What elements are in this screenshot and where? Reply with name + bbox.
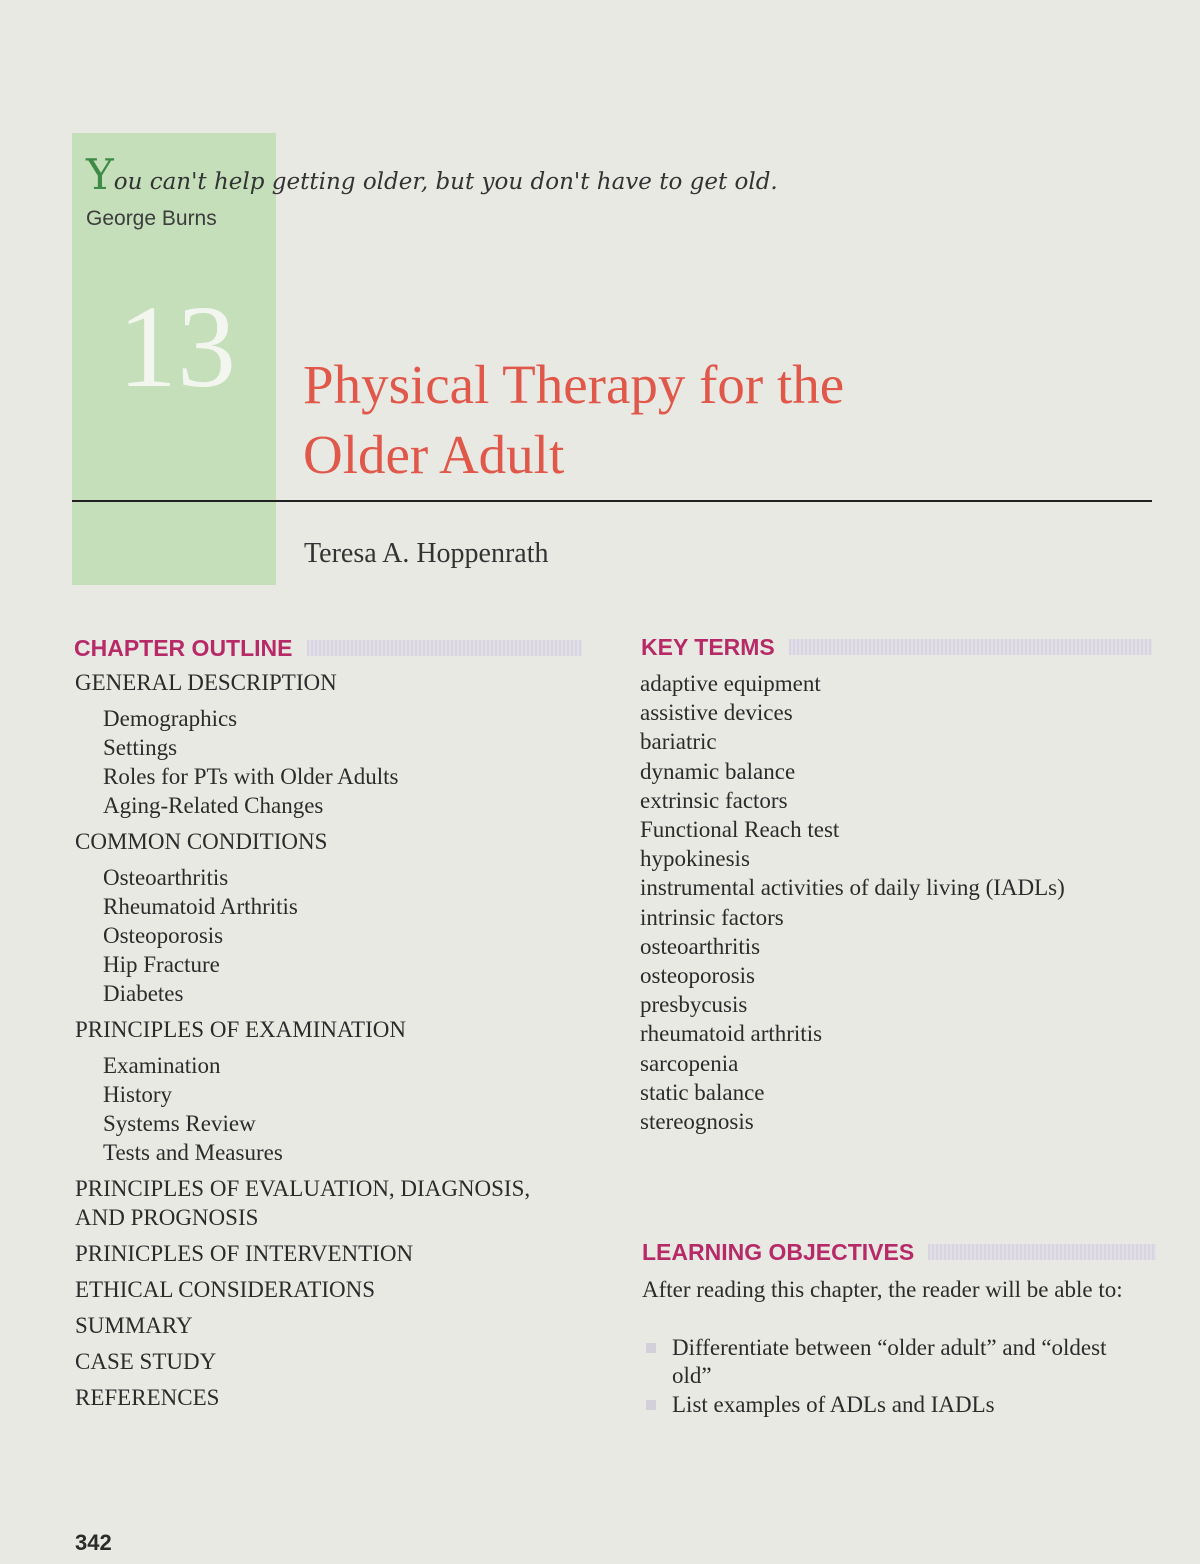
outline-item: PRINCIPLES OF EXAMINATION: [75, 1017, 406, 1042]
outline-item: ETHICAL CONSIDERATIONS: [75, 1277, 376, 1302]
outline-item: CASE STUDY: [75, 1349, 217, 1374]
outline-subitem: Hip Fracture: [103, 952, 220, 977]
outline-heading-label: CHAPTER OUTLINE: [74, 634, 293, 661]
outline-subitem: Roles for PTs with Older Adults: [103, 764, 399, 789]
key-terms-heading: [641, 634, 1152, 660]
learning-objectives-heading: [642, 1239, 1156, 1265]
chapter-outline-list: [75, 668, 615, 1412]
key-term: rheumatoid arthritis: [640, 1021, 823, 1047]
outline-subitem: History: [103, 1082, 172, 1107]
page-number: 342: [75, 1530, 112, 1555]
outline-heading: [74, 635, 582, 661]
key-term: dynamic balance: [640, 758, 796, 784]
outline-subitem: Settings: [103, 735, 178, 760]
chapter-title-line1: Physical Therapy for the: [303, 354, 845, 415]
outline-subitem: Osteoarthritis: [103, 865, 229, 890]
key-terms-list: [640, 669, 1160, 1136]
chapter-number: 13: [118, 281, 236, 412]
outline-subitem: Demographics: [103, 706, 238, 731]
outline-item: REFERENCES: [75, 1385, 220, 1410]
key-term: sarcopenia: [640, 1050, 739, 1076]
key-term: instrumental activities of daily living (IADLs): [640, 875, 1065, 901]
outline-item: PRINCIPLES OF EVALUATION, DIAGNOSIS,: [75, 1176, 531, 1201]
key-term: presbycusis: [640, 992, 748, 1018]
key-term: static balance: [640, 1079, 765, 1105]
epigraph-initial: Y: [86, 150, 114, 199]
learning-objective-text: List examples of ADLs and IADLs: [672, 1392, 995, 1417]
key-term: osteoporosis: [640, 963, 755, 989]
learning-objective: [646, 1334, 1126, 1390]
key-term: extrinsic factors: [640, 787, 788, 813]
bullet-square-icon: [646, 1343, 656, 1353]
key-term: Functional Reach test: [640, 817, 840, 843]
epigraph-author: George Burns: [86, 207, 217, 230]
key-terms-heading-label: KEY TERMS: [641, 633, 775, 660]
outline-item: AND PROGNOSIS: [75, 1205, 259, 1230]
outline-subitem: Examination: [103, 1053, 221, 1078]
key-term: osteoarthritis: [640, 933, 761, 959]
outline-item: PRINICPLES OF INTERVENTION: [75, 1241, 414, 1266]
outline-item: SUMMARY: [75, 1313, 193, 1338]
heading-rule: [789, 639, 1152, 655]
chapter-author: Teresa A. Hoppenrath: [304, 538, 549, 569]
outline-item: COMMON CONDITIONS: [75, 829, 328, 854]
learning-objectives-list: [646, 1334, 1126, 1420]
key-term: stereognosis: [640, 1109, 754, 1135]
outline-item: GENERAL DESCRIPTION: [75, 670, 337, 695]
heading-rule: [928, 1244, 1156, 1260]
key-term: bariatric: [640, 729, 717, 755]
epigraph-quote: [86, 150, 778, 199]
chapter-title: [303, 350, 1083, 490]
key-term: intrinsic factors: [640, 904, 784, 930]
bullet-square-icon: [646, 1400, 656, 1410]
outline-subitem: Aging-Related Changes: [103, 793, 324, 818]
outline-subitem: Diabetes: [103, 981, 184, 1006]
learning-objectives-intro: After reading this chapter, the reader will be able to:: [642, 1277, 1123, 1302]
key-term: hypokinesis: [640, 846, 750, 872]
heading-rule: [307, 640, 583, 656]
outline-subitem: Systems Review: [103, 1111, 256, 1136]
key-term: adaptive equipment: [640, 671, 821, 696]
outline-subitem: Tests and Measures: [103, 1140, 283, 1165]
chapter-title-line2: Older Adult: [303, 424, 565, 485]
learning-objectives-heading-label: LEARNING OBJECTIVES: [642, 1238, 915, 1265]
learning-objective-text: Differentiate between “older adult” and “oldest old”: [672, 1335, 1107, 1388]
key-term: assistive devices: [640, 700, 793, 726]
learning-objective: [646, 1391, 1126, 1419]
outline-subitem: Rheumatoid Arthritis: [103, 894, 298, 919]
epigraph-text: ou can't help getting older, but you don't have to get old.: [113, 169, 778, 195]
outline-subitem: Osteoporosis: [103, 923, 224, 948]
title-divider: [72, 500, 1152, 502]
